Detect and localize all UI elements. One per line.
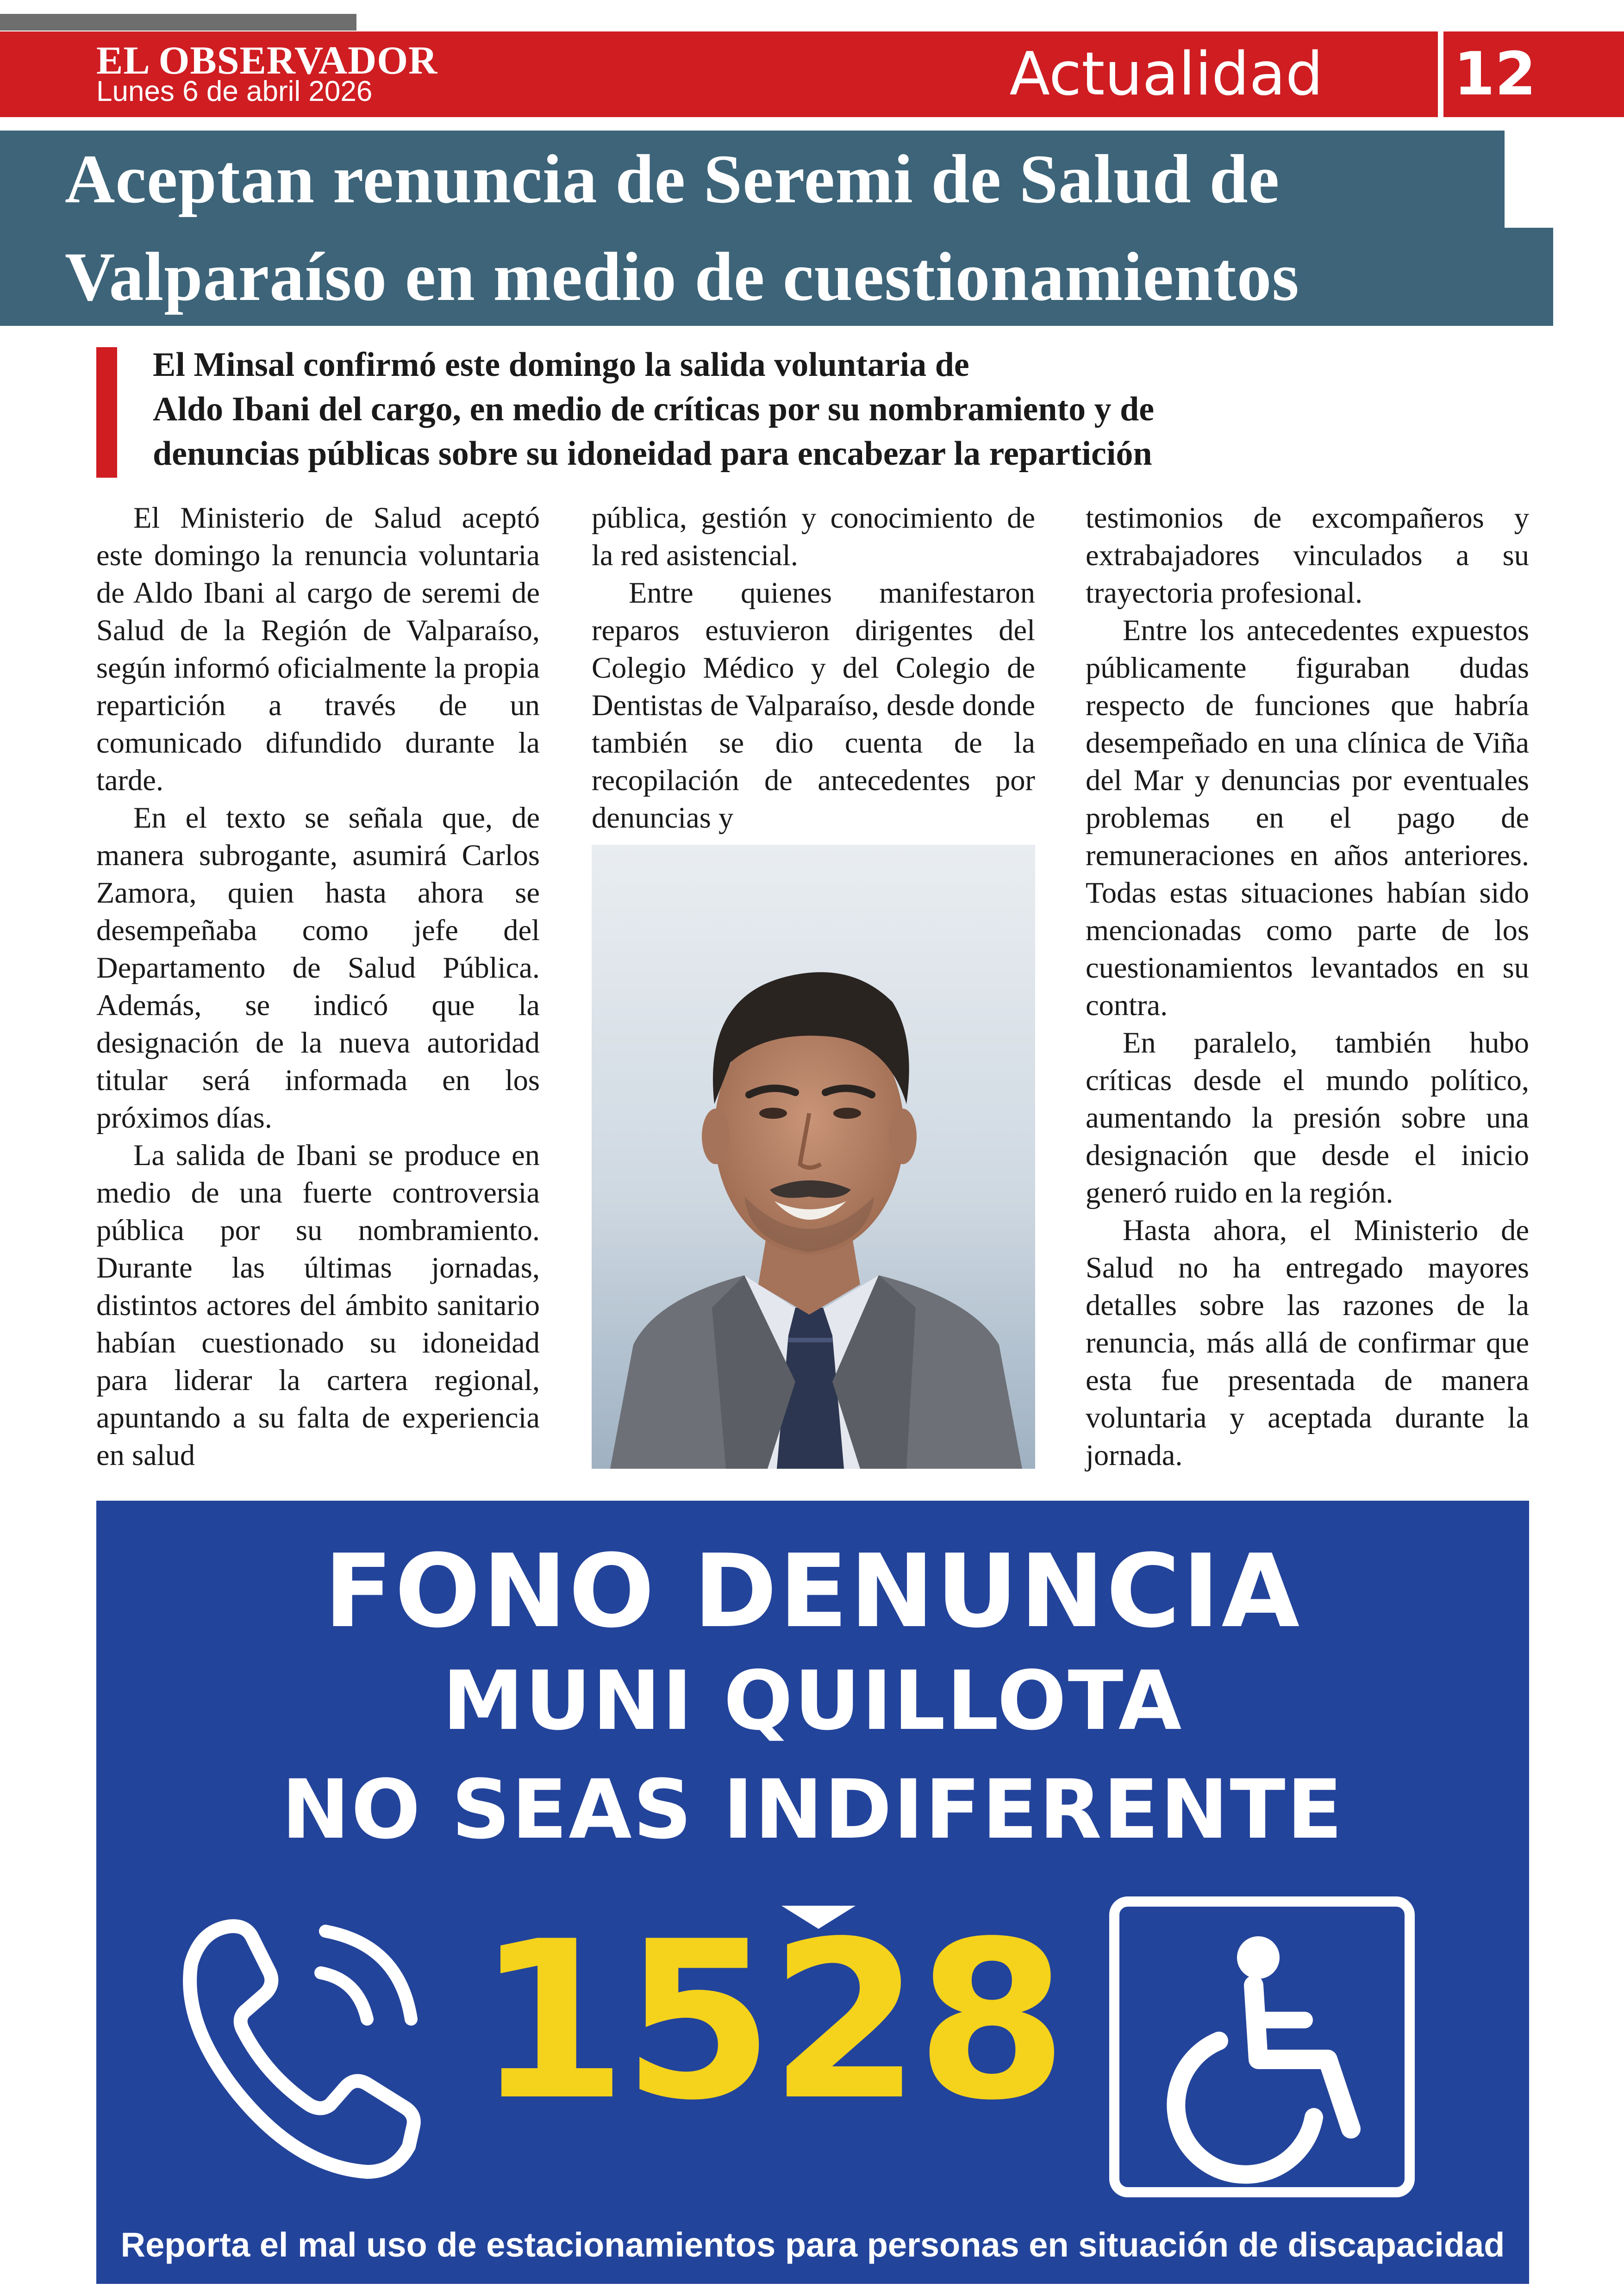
headline-line-1: Aceptan renuncia de Seremi de Salud de xyxy=(65,141,1280,218)
portrait-photo xyxy=(592,845,1035,1469)
headline-line-2: Valparaíso en medio de cuestionamientos xyxy=(65,238,1299,315)
newspaper-name: EL OBSERVADOR xyxy=(96,38,438,82)
wheelchair-icon xyxy=(1119,1907,1405,2187)
paragraph: La salida de Ibani se produce en medio de una fuerte controversia pública por su nombramiento. Durante las últimas jornadas, distintos actores del ámbito sanitario habían cuestionado su idoneidad para liderar la cartera regional, apuntando a su falta de experiencia en salud xyxy=(96,1139,540,1472)
lead-line-1: El Minsal confirmó este domingo la salida voluntaria de xyxy=(153,346,969,384)
paragraph: Entre quienes manifestaron reparos estuvieron dirigentes del Colegio Médico y del Colegio de Dentistas de Valparaíso, desde donde también se dio cuenta de la recopilación de antecedentes por denuncias y xyxy=(592,576,1035,834)
hotline-number: 1528 xyxy=(476,1895,1063,2148)
section-name: Actualidad xyxy=(1009,40,1323,109)
ad-subtitle: MUNI QUILLOTA xyxy=(442,1653,1183,1748)
paragraph: En paralelo, también hubo críticas desde el mundo político, aumentando la presión sobre una designación que desde el inicio generó ruido en la región. xyxy=(1086,1026,1529,1209)
paragraph: pública, gestión y conocimiento de la red asistencial. xyxy=(592,501,1035,572)
header-divider xyxy=(1438,31,1443,117)
ad-slogan: NO SEAS INDIFERENTE xyxy=(281,1762,1344,1857)
paragraph: El Ministerio de Salud aceptó este domingo la renuncia voluntaria de Aldo Ibani al cargo de seremi de Salud de la Región de Valparaíso, según informó oficialmente la propia repartición a través de un comunicado difundido durante la tarde. xyxy=(96,501,540,797)
header-top-bar xyxy=(0,14,356,31)
wheelchair-sign xyxy=(1109,1896,1415,2197)
lead-line-2: Aldo Ibani del cargo, en medio de críticas por su nombramiento y de xyxy=(153,390,1155,428)
phone-icon xyxy=(173,1894,432,2190)
ad-footer-text: Reporta el mal uso de estacionamientos para personas en situación de discapacidad xyxy=(120,2226,1505,2264)
lead-accent-bar xyxy=(96,347,117,478)
issue-date: Lunes 6 de abril 2026 xyxy=(96,75,373,107)
paragraph: En el texto se señala que, de manera subrogante, asumirá Carlos Zamora, quien hasta ahora se desempeñaba como jefe del Departamento de Salud Pública. Además, se indicó que la designación de la nueva autoridad titular será informada en los próximos días. xyxy=(96,801,540,1134)
ad-title: FONO DENUNCIA xyxy=(324,1533,1302,1650)
paragraph: Entre los antecedentes expuestos públicamente figuraban dudas respecto de funciones que habría desempeñado en una clínica de Viña del Mar y denuncias por eventuales problemas en el pago de remuneraciones en años anteriores. Todas estas situaciones habían sido mencionadas como parte de los cuestionamientos levantados en su contra. xyxy=(1086,614,1529,1022)
page-number: 12 xyxy=(1454,40,1537,109)
lead-line-3: denuncias públicas sobre su idoneidad para encabezar la repartición xyxy=(153,435,1152,473)
article-column-2 xyxy=(592,499,1035,836)
article-column-1 xyxy=(96,499,540,1474)
article-lead xyxy=(153,343,1542,476)
article-column-3 xyxy=(1086,499,1529,1474)
paragraph: testimonios de excompañeros y extrabajadores vinculados a su trayectoria profesional. xyxy=(1086,501,1529,609)
paragraph: Hasta ahora, el Ministerio de Salud no ha entregado mayores detalles sobre las razones de la renuncia, más allá de confirmar que esta fue presentada de manera voluntaria y aceptada durante la jornada. xyxy=(1086,1214,1529,1472)
advertisement-banner xyxy=(96,1501,1529,2284)
